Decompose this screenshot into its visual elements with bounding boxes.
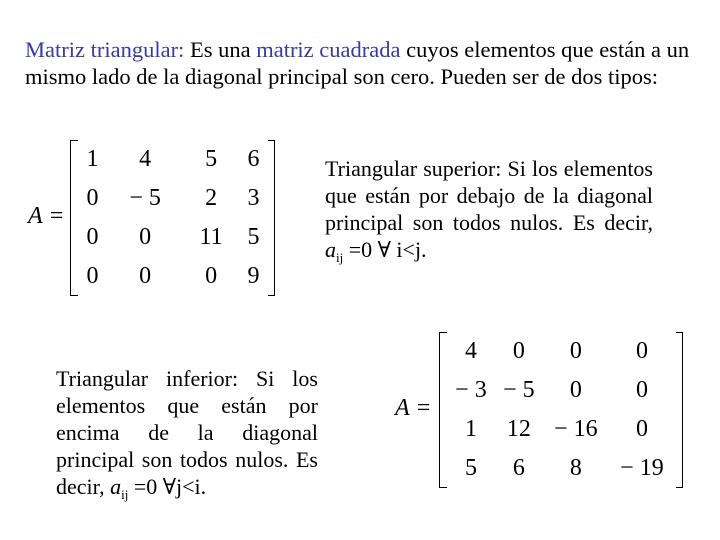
element-variable: a: [325, 237, 336, 262]
matrix-cell: 6: [247, 146, 260, 172]
lower-condition: =0 ∀j<i.: [128, 474, 207, 499]
matrix-cell: 1: [86, 146, 99, 172]
matrix-cell: 1: [464, 416, 477, 442]
matrix-cell: 0: [205, 263, 218, 289]
matrix-cell: 0: [512, 338, 525, 364]
matrix-row: [78, 218, 268, 257]
matrix-row: [78, 179, 268, 218]
matrix-cell: 11: [199, 224, 223, 250]
intro-paragraph: [25, 36, 690, 90]
matrix-cell: 3: [247, 185, 260, 211]
matrix-cell: 5: [247, 224, 260, 250]
matrix-cell: 0: [635, 338, 648, 364]
matrix-row: [447, 449, 675, 488]
matrix-cell: − 3: [455, 377, 487, 403]
matrix-cell: 8: [569, 455, 582, 481]
matrix-cell: 0: [635, 416, 648, 442]
matrix-grid: [447, 332, 675, 488]
term-triangular-matrix: Matriz triangular:: [25, 37, 185, 62]
matrix-cell: − 19: [620, 455, 664, 481]
left-bracket: [70, 140, 78, 296]
matrix-label: A =: [395, 395, 432, 421]
left-bracket: [439, 332, 447, 488]
matrix-cell: − 16: [554, 416, 598, 442]
lower-triangular-matrix: [395, 332, 685, 488]
matrix-cell: 0: [139, 224, 152, 250]
matrix-cell: 6: [512, 455, 525, 481]
right-bracket: [676, 332, 683, 488]
matrix-cell: 0: [86, 224, 99, 250]
element-subscript: ij: [336, 250, 344, 265]
intro-text-1: Es una: [184, 37, 257, 62]
matrix-cell: 9: [247, 263, 260, 289]
matrix-cell: 0: [569, 338, 582, 364]
right-bracket: [268, 140, 275, 296]
matrix-cell: − 5: [503, 377, 535, 403]
element-subscript: ij: [121, 487, 129, 502]
matrix-cell: 5: [205, 146, 218, 172]
matrix-row: [447, 410, 675, 449]
matrix-cell: 0: [635, 377, 648, 403]
matrix-cell: 0: [569, 377, 582, 403]
intro-text-2: cuyos elementos que están a un mismo lado de la diagonal principal son cero. Pueden ser de dos tipos:: [25, 37, 690, 89]
matrix-cell: 0: [86, 185, 99, 211]
matrix-row: [447, 332, 675, 371]
matrix-row: [78, 257, 268, 296]
upper-triangular-description: [325, 155, 653, 266]
matrix-row: [78, 140, 268, 179]
term-square-matrix: matriz cuadrada: [256, 37, 401, 62]
matrix-label: A =: [28, 203, 65, 229]
lower-triangular-description: [56, 365, 318, 503]
matrix-cell: 4: [139, 146, 152, 172]
matrix-cell: 5: [464, 455, 477, 481]
lower-text: Triangular inferior: Si los elementos que están por encima de la diagonal principal son todos nulos. Es decir,: [56, 366, 318, 499]
matrix-row: [447, 371, 675, 410]
matrix-cell: 0: [86, 263, 99, 289]
matrix-cell: 2: [205, 185, 218, 211]
element-variable: a: [110, 474, 122, 499]
matrix-cell: 4: [464, 338, 477, 364]
matrix-cell: 12: [506, 416, 531, 442]
matrix-cell: 0: [139, 263, 152, 289]
upper-text: Triangular superior: Si los elementos que están por debajo de la diagonal principal son todos nulos. Es decir,: [325, 156, 653, 235]
matrix-grid: [78, 140, 268, 296]
upper-condition: =0 ∀ i<j.: [343, 237, 427, 262]
matrix-cell: − 5: [129, 185, 161, 211]
upper-triangular-matrix: [25, 140, 260, 296]
